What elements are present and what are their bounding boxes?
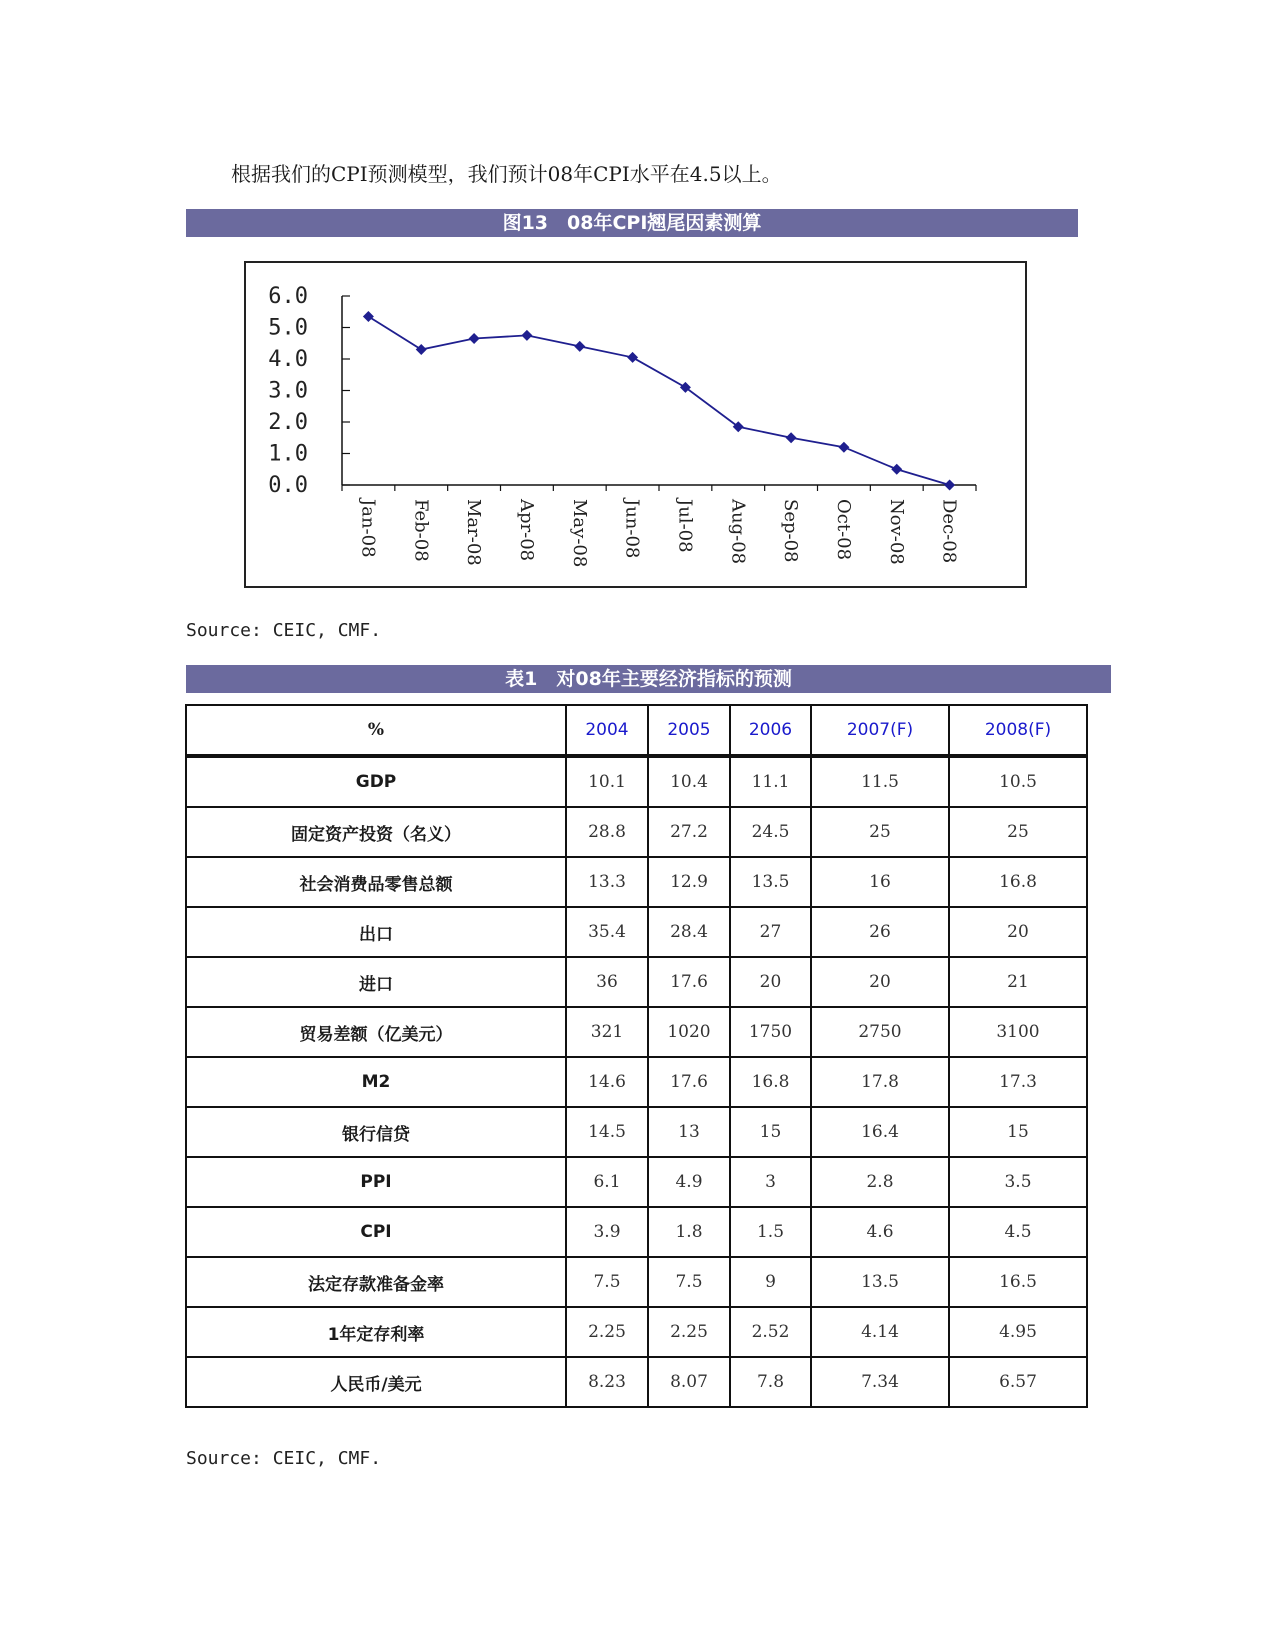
table-cell: 2.25 [648, 1307, 730, 1357]
table-body [186, 756, 1087, 1407]
data-point [627, 352, 638, 363]
table-cell: 9 [730, 1257, 811, 1307]
table-cell: 3 [730, 1157, 811, 1207]
table-cell: 16.4 [811, 1107, 949, 1157]
header-year: 2005 [648, 705, 730, 756]
table-cell: 2.52 [730, 1307, 811, 1357]
table-row [186, 1307, 1087, 1357]
table-row [186, 1207, 1087, 1257]
table-cell: 25 [949, 807, 1087, 857]
figure-title: 图13 08年CPI翘尾因素测算 [186, 209, 1078, 237]
cpi-chart [244, 261, 1027, 588]
table-cell: 7.34 [811, 1357, 949, 1407]
table-cell: 4.9 [648, 1157, 730, 1207]
table-cell: 7.8 [730, 1357, 811, 1407]
x-tick-label: Apr-08 [515, 499, 537, 562]
table-row [186, 957, 1087, 1007]
table-row [186, 756, 1087, 807]
y-tick-label: 1.0 [268, 441, 308, 467]
table-cell: 20 [949, 907, 1087, 957]
y-tick-label: 5.0 [268, 315, 308, 341]
table-cell: 15 [949, 1107, 1087, 1157]
row-label: 1年定存利率 [186, 1307, 566, 1357]
table-cell: 3.9 [566, 1207, 648, 1257]
header-year: 2007(F) [811, 705, 949, 756]
table-row [186, 1257, 1087, 1307]
table-row [186, 857, 1087, 907]
header-year: 2008(F) [949, 705, 1087, 756]
header-unit: % [186, 705, 566, 756]
table-cell: 8.23 [566, 1357, 648, 1407]
table-cell: 321 [566, 1007, 648, 1057]
row-label: CPI [186, 1207, 566, 1257]
table-row [186, 1357, 1087, 1407]
table-cell: 16 [811, 857, 949, 907]
figure-source: Source: CEIC, CMF. [186, 620, 382, 641]
table-cell: 17.8 [811, 1057, 949, 1107]
table-cell: 12.9 [648, 857, 730, 907]
row-label: 银行信贷 [186, 1107, 566, 1157]
x-tick-label: Sep-08 [780, 499, 802, 563]
table-cell: 26 [811, 907, 949, 957]
row-label: 人民币/美元 [186, 1357, 566, 1407]
table-cell: 1020 [648, 1007, 730, 1057]
table-row [186, 1157, 1087, 1207]
table-cell: 4.6 [811, 1207, 949, 1257]
data-point [838, 442, 849, 453]
table-cell: 16.8 [730, 1057, 811, 1107]
table-cell: 10.1 [566, 756, 648, 807]
table-cell: 16.5 [949, 1257, 1087, 1307]
table-row [186, 1057, 1087, 1107]
y-tick-label: 0.0 [268, 473, 308, 498]
x-tick-label: Jan-08 [357, 499, 379, 558]
table-cell: 1750 [730, 1007, 811, 1057]
table-cell: 4.5 [949, 1207, 1087, 1257]
row-label: M2 [186, 1057, 566, 1107]
table-cell: 13.5 [811, 1257, 949, 1307]
table-source: Source: CEIC, CMF. [186, 1448, 382, 1469]
table-cell: 10.4 [648, 756, 730, 807]
y-tick-label: 6.0 [268, 284, 308, 309]
table-cell: 1.8 [648, 1207, 730, 1257]
row-label: PPI [186, 1157, 566, 1207]
data-point [786, 432, 797, 443]
data-point [416, 344, 427, 355]
data-point [521, 330, 532, 341]
y-tick-label: 2.0 [268, 410, 308, 435]
data-point [574, 341, 585, 352]
forecast-table [185, 704, 1088, 1408]
table-row [186, 907, 1087, 957]
y-tick-label: 3.0 [268, 378, 308, 404]
data-point [891, 464, 902, 475]
table-cell: 28.4 [648, 907, 730, 957]
table-cell: 25 [811, 807, 949, 857]
table-cell: 28.8 [566, 807, 648, 857]
table-title: 表1 对08年主要经济指标的预测 [186, 665, 1111, 693]
row-label: GDP [186, 756, 566, 807]
row-label: 固定资产投资（名义） [186, 807, 566, 857]
table-cell: 20 [811, 957, 949, 1007]
table-cell: 2.8 [811, 1157, 949, 1207]
table-cell: 13 [648, 1107, 730, 1157]
table-cell: 20 [730, 957, 811, 1007]
x-tick-label: Oct-08 [832, 499, 854, 561]
table-row [186, 807, 1087, 857]
table-cell: 17.6 [648, 1057, 730, 1107]
table-cell: 6.1 [566, 1157, 648, 1207]
header-year: 2004 [566, 705, 648, 756]
table-header-row [186, 705, 1087, 756]
data-point [363, 311, 374, 322]
table-cell: 27.2 [648, 807, 730, 857]
table-cell: 7.5 [648, 1257, 730, 1307]
y-tick-label: 4.0 [268, 347, 308, 372]
table-cell: 36 [566, 957, 648, 1007]
table-cell: 11.5 [811, 756, 949, 807]
row-label: 出口 [186, 907, 566, 957]
row-label: 法定存款准备金率 [186, 1257, 566, 1307]
table-cell: 1.5 [730, 1207, 811, 1257]
table-cell: 4.14 [811, 1307, 949, 1357]
table-cell: 35.4 [566, 907, 648, 957]
data-point [469, 333, 480, 344]
x-tick-label: Aug-08 [727, 499, 749, 565]
table-cell: 3.5 [949, 1157, 1087, 1207]
series-line [368, 316, 949, 485]
x-tick-label: Dec-08 [938, 499, 960, 564]
table-cell: 3100 [949, 1007, 1087, 1057]
x-tick-label: Jul-08 [674, 499, 696, 553]
table-cell: 14.6 [566, 1057, 648, 1107]
header-year: 2006 [730, 705, 811, 756]
table-cell: 21 [949, 957, 1087, 1007]
table-row [186, 1007, 1087, 1057]
table-cell: 6.57 [949, 1357, 1087, 1407]
table-cell: 24.5 [730, 807, 811, 857]
row-label: 进口 [186, 957, 566, 1007]
table-cell: 8.07 [648, 1357, 730, 1407]
table-cell: 13.5 [730, 857, 811, 907]
x-tick-label: Feb-08 [410, 499, 432, 562]
row-label: 社会消费品零售总额 [186, 857, 566, 907]
table-cell: 13.3 [566, 857, 648, 907]
table-cell: 7.5 [566, 1257, 648, 1307]
x-tick-label: May-08 [568, 499, 590, 568]
table-cell: 10.5 [949, 756, 1087, 807]
table-cell: 27 [730, 907, 811, 957]
data-point [944, 480, 955, 491]
table-cell: 11.1 [730, 756, 811, 807]
table-cell: 2750 [811, 1007, 949, 1057]
table-cell: 15 [730, 1107, 811, 1157]
table-cell: 17.3 [949, 1057, 1087, 1107]
row-label: 贸易差额（亿美元） [186, 1007, 566, 1057]
table-cell: 4.95 [949, 1307, 1087, 1357]
table-cell: 16.8 [949, 857, 1087, 907]
table-cell: 14.5 [566, 1107, 648, 1157]
x-tick-label: Nov-08 [885, 499, 907, 565]
intro-paragraph: 根据我们的CPI预测模型，我们预计08年CPI水平在4.5以上。 [231, 162, 782, 186]
x-tick-label: Mar-08 [463, 499, 485, 566]
table-cell: 17.6 [648, 957, 730, 1007]
x-tick-label: Jun-08 [621, 499, 643, 559]
cpi-line-chart-svg [246, 263, 1025, 586]
table-cell: 2.25 [566, 1307, 648, 1357]
table-row [186, 1107, 1087, 1157]
